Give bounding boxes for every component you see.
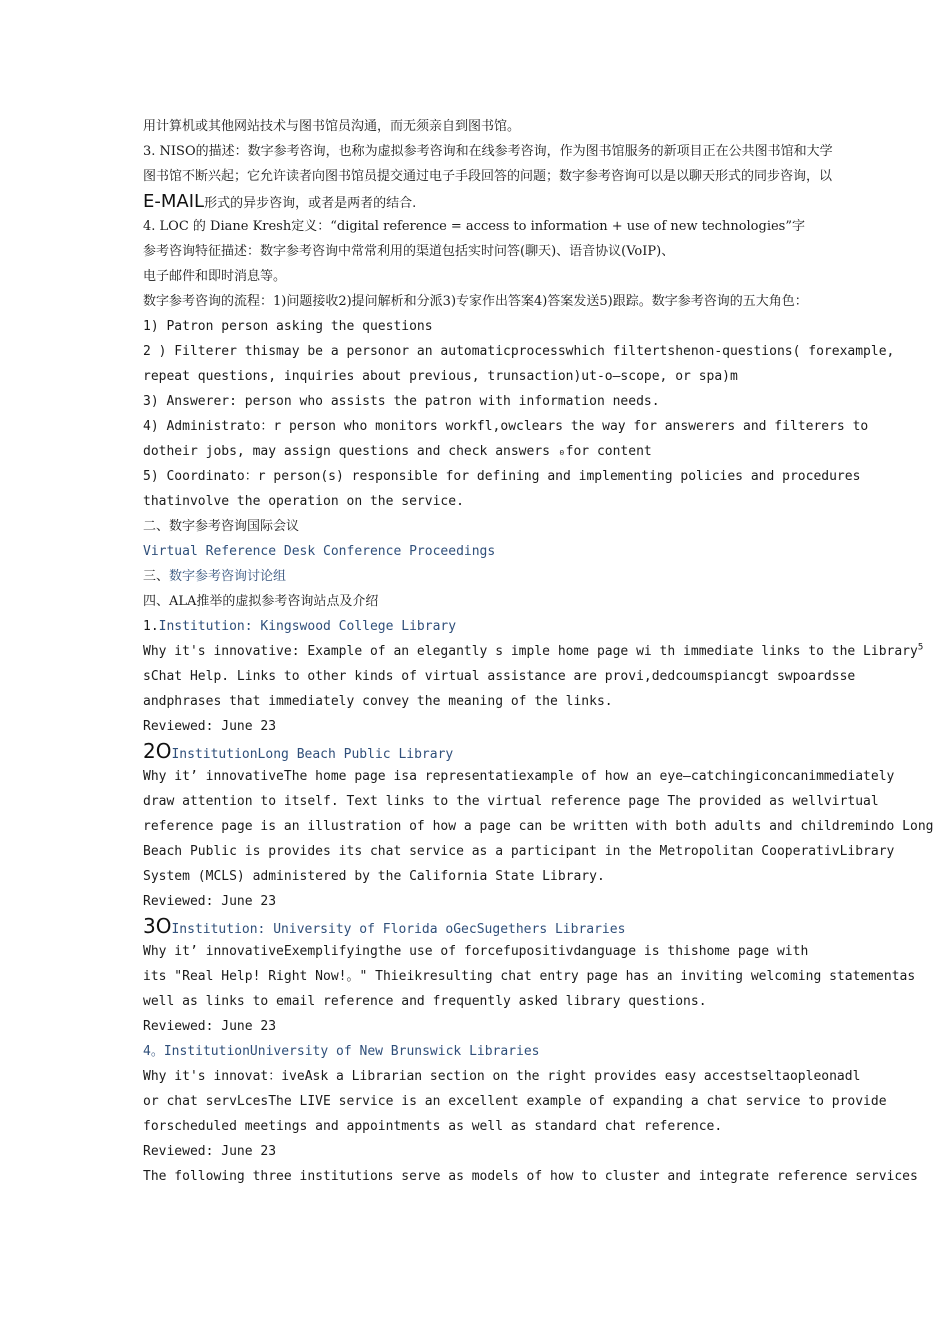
- paragraph-text: Why it's innovative: Example of an elegantly s imple home page wi th immediate links to the Library: [143, 644, 918, 659]
- paragraph-line: repeat questions, inquiries about previous, trunsaction)ut-o—scope, or spa)m: [143, 369, 738, 384]
- paragraph-line: sChat Help. Links to other kinds of virtual assistance are provi,dedcoumspiancgt swpoardsse: [143, 669, 856, 684]
- institution-heading: [143, 914, 950, 939]
- item-number: 2O: [143, 739, 172, 763]
- section-heading: 四、ALA推举的虚拟参考咨询站点及介绍: [143, 594, 379, 609]
- paragraph-line: 参考咨询特征描述：数字参考咨询中常常利用的渠道包括实时问答(聊天)、语音协议(VoIP)、: [143, 244, 675, 259]
- paragraph-line: 电子邮件和即时消息等。: [143, 269, 287, 284]
- paragraph-line: its "Real Help! Right Now!。" Thieikresulting chat entry page has an inviting welcoming statementas: [143, 969, 916, 984]
- paragraph-line: 3. NISO的描述：数字参考咨询，也称为虚拟参考咨询和在线参考咨询，作为图书馆服务的新项目正在公共图书馆和大学: [143, 144, 833, 159]
- paragraph-line: System (MCLS) administered by the California State Library.: [143, 869, 605, 884]
- conference-proceedings-link[interactable]: Virtual Reference Desk Conference Proceedings: [143, 544, 496, 559]
- institution-heading: [143, 614, 950, 639]
- new-brunswick-libraries-link[interactable]: InstitutionUniversity of New Brunswick Libraries: [163, 1044, 540, 1059]
- paragraph-line: [143, 639, 950, 664]
- list-item: 2 ) Filterer thismay be a personor an automaticprocesswhich filtertshenon-questions( forexample,: [143, 344, 895, 359]
- paragraph-line: thatinvolve the operation on the service.: [143, 494, 464, 509]
- list-item: 5) Coordinato：r person(s) responsible for defining and implementing policies and procedures: [143, 469, 861, 484]
- paragraph-line: The following three institutions serve as models of how to cluster and integrate reference services: [143, 1169, 918, 1184]
- paragraph-line: [143, 189, 950, 214]
- superscript: 5: [917, 642, 924, 653]
- reviewed-date: Reviewed: June 23: [143, 719, 277, 734]
- section-number: 三、: [143, 569, 170, 584]
- discussion-group-link[interactable]: 数字参考咨询讨论组: [169, 569, 287, 584]
- paragraph-line: reference page is an illustration of how a page can be written with both adults and childremindo Long: [143, 819, 934, 834]
- paragraph-line: 数字参考咨询的流程：1)问题接收2)提问解析和分派3)专家作出答案4)答案发送5)跟踪。数字参考咨询的五大角色：: [143, 294, 808, 309]
- reviewed-date: Reviewed: June 23: [143, 1144, 277, 1159]
- list-item: 4) Administrato：r person who monitors workfl,owclears the way for answerers and filterers to: [143, 419, 869, 434]
- paragraph-line: draw attention to itself. Text links to the virtual reference page The provided as wellvirtual: [143, 794, 879, 809]
- kingswood-college-link[interactable]: Institution: Kingswood College Library: [158, 619, 457, 634]
- email-term: E-MAIL: [143, 191, 205, 212]
- paragraph-line: 4. LOC 的 Diane Kresh定义：“digital reference = access to information + use of new technologies”字: [143, 219, 805, 234]
- paragraph-line: Why it’ innovativeThe home page isa representatiexample of how an eye—catchingiconcanimmediately: [143, 769, 895, 784]
- item-number: 3O: [143, 914, 172, 938]
- university-of-florida-link[interactable]: Institution: University of Florida oGecSugethers Libraries: [171, 922, 626, 937]
- reviewed-date: Reviewed: June 23: [143, 894, 277, 909]
- paragraph-line: 图书馆不断兴起；它允许读者向图书馆员提交通过电子手段回答的问题；数字参考咨询可以是以聊天形式的同步咨询，以: [143, 169, 833, 184]
- list-item: 3) Answerer: person who assists the patron with information needs.: [143, 394, 660, 409]
- institution-heading: [143, 739, 950, 764]
- paragraph-line: Beach Public is provides its chat service as a participant in the Metropolitan CooperativLibrary: [143, 844, 895, 859]
- paragraph-line: Why it's innovat：iveAsk a Librarian section on the right provides easy accestseltaopleonadl: [143, 1069, 861, 1084]
- paragraph-line: 用计算机或其他网站技术与图书馆员沟通，而无须亲自到图书馆。: [143, 119, 521, 134]
- paragraph-line: Why it’ innovativeExemplifyingthe use of forcefupositivdanguage is thishome page with: [143, 944, 809, 959]
- paragraph-line: or chat servLcesThe LIVE service is an excellent example of expanding a chat service to provide: [143, 1094, 887, 1109]
- list-item: 1) Patron person asking the questions: [143, 319, 433, 334]
- item-number: 4。: [143, 1044, 164, 1059]
- section-heading: 二、数字参考咨询国际会议: [143, 519, 300, 534]
- document-page: [143, 114, 950, 1189]
- item-number: 1.: [143, 619, 159, 634]
- paragraph-line: dotheir jobs, may assign questions and check answers ₀for content: [143, 444, 652, 459]
- paragraph-text: 形式的异步咨询，或者是两者的结合.: [204, 196, 417, 211]
- long-beach-library-link[interactable]: InstitutionLong Beach Public Library: [171, 747, 454, 762]
- institution-heading: [143, 1039, 950, 1064]
- paragraph-line: andphrases that immediately convey the meaning of the links.: [143, 694, 613, 709]
- section-heading: [143, 564, 950, 589]
- paragraph-line: forscheduled meetings and appointments as well as standard chat reference.: [143, 1119, 723, 1134]
- reviewed-date: Reviewed: June 23: [143, 1019, 277, 1034]
- paragraph-line: well as links to email reference and frequently asked library questions.: [143, 994, 707, 1009]
